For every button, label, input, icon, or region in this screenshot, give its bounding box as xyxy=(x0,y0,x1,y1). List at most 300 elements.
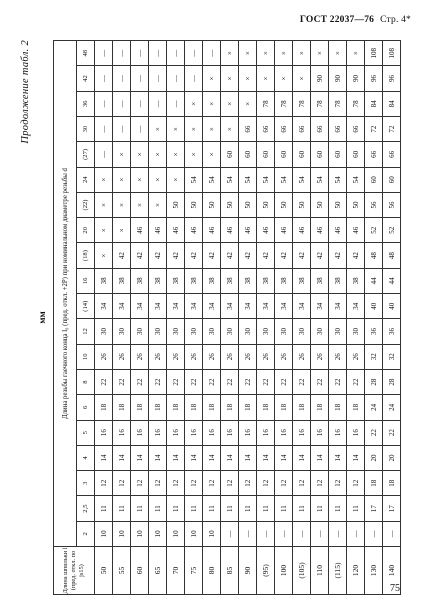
table-row xyxy=(167,41,185,595)
thread-length-cell: 14 xyxy=(185,445,203,470)
thread-length-cell: 11 xyxy=(95,496,113,521)
thread-length-cell: 50 xyxy=(167,192,185,217)
thread-length-cell: 16 xyxy=(149,420,167,445)
thread-length-cell: 34 xyxy=(221,294,239,319)
thread-length-cell: 42 xyxy=(149,243,167,268)
thread-length-cell: 14 xyxy=(239,445,257,470)
diameter-header-cell: 36 xyxy=(77,91,95,116)
thread-length-cell: 10 xyxy=(113,521,131,546)
thread-length-cell: × xyxy=(257,66,275,91)
thread-length-cell: 18 xyxy=(275,395,293,420)
thread-length-cell: 60 xyxy=(257,142,275,167)
length-column-header: Длина шпильки l (пред. откл. по js15) xyxy=(54,547,95,595)
thread-length-cell: 26 xyxy=(113,344,131,369)
thread-length-cell: × xyxy=(257,41,275,66)
thread-length-cell: 18 xyxy=(185,395,203,420)
stud-length-cell: 80 xyxy=(203,547,221,595)
thread-length-cell: × xyxy=(203,91,221,116)
thread-length-cell: 50 xyxy=(221,192,239,217)
thread-length-cell: 16 xyxy=(185,420,203,445)
thread-length-cell: — xyxy=(203,41,221,66)
thread-length-cell: 90 xyxy=(347,66,365,91)
thread-length-cell: 42 xyxy=(239,243,257,268)
thread-length-cell: 12 xyxy=(275,471,293,496)
thread-length-cell: 38 xyxy=(185,268,203,293)
table-row xyxy=(221,41,239,595)
thread-length-cell: 11 xyxy=(203,496,221,521)
thread-length-cell: 30 xyxy=(149,319,167,344)
thread-length-cell: 26 xyxy=(311,344,329,369)
thread-length-cell: — xyxy=(149,41,167,66)
thread-length-cell: 42 xyxy=(113,243,131,268)
thread-length-cell: 46 xyxy=(329,218,347,243)
thread-length-cell: × xyxy=(221,66,239,91)
stud-length-cell: 75 xyxy=(185,547,203,595)
thread-length-header: Длина резьбы гаечного конца l₀ (пред. откл. +2P) при номинальном диаметре резьбы d xyxy=(54,41,77,547)
thread-length-cell: 50 xyxy=(329,192,347,217)
thread-length-cell: 30 xyxy=(329,319,347,344)
thread-length-cell: 50 xyxy=(257,192,275,217)
diameter-header-cell: 24 xyxy=(77,167,95,192)
thread-length-cell: 11 xyxy=(239,496,257,521)
thread-length-cell: 84 xyxy=(383,91,401,116)
thread-length-cell: × xyxy=(113,167,131,192)
thread-length-cell: 108 xyxy=(365,41,383,66)
diameter-header-cell: 42 xyxy=(77,66,95,91)
thread-length-cell: 44 xyxy=(365,268,383,293)
thread-length-cell: 18 xyxy=(347,395,365,420)
thread-length-cell: 22 xyxy=(203,369,221,394)
thread-length-cell: 22 xyxy=(275,369,293,394)
thread-length-cell: 90 xyxy=(329,66,347,91)
thread-length-cell: 54 xyxy=(329,167,347,192)
thread-length-cell: 12 xyxy=(293,471,311,496)
thread-length-cell: 36 xyxy=(383,319,401,344)
thread-length-cell: — xyxy=(131,116,149,141)
thread-length-cell: 16 xyxy=(113,420,131,445)
thread-length-cell: 18 xyxy=(329,395,347,420)
thread-length-cell: 54 xyxy=(347,167,365,192)
thread-length-cell: 26 xyxy=(239,344,257,369)
diameter-header-cell: (18) xyxy=(77,243,95,268)
stud-length-cell: 55 xyxy=(113,547,131,595)
thread-length-cell: 38 xyxy=(257,268,275,293)
stud-length-cell: 140 xyxy=(383,547,401,595)
thread-length-cell: 26 xyxy=(329,344,347,369)
diameter-header-cell: 3 xyxy=(77,471,95,496)
thread-length-cell: 16 xyxy=(257,420,275,445)
thread-length-cell: 96 xyxy=(365,66,383,91)
thread-length-cell: × xyxy=(149,192,167,217)
thread-length-cell: 42 xyxy=(329,243,347,268)
thread-length-cell: 66 xyxy=(329,116,347,141)
thread-length-cell: × xyxy=(149,167,167,192)
thread-length-cell: — xyxy=(185,41,203,66)
thread-length-cell: — xyxy=(329,521,347,546)
thread-length-cell: 46 xyxy=(131,218,149,243)
thread-length-cell: 40 xyxy=(383,294,401,319)
diameter-header-row xyxy=(77,41,95,595)
thread-length-cell: 14 xyxy=(311,445,329,470)
thread-length-cell: 38 xyxy=(113,268,131,293)
thread-length-cell: 12 xyxy=(167,471,185,496)
thread-length-cell: 18 xyxy=(383,471,401,496)
thread-length-cell: × xyxy=(95,243,113,268)
thread-length-cell: × xyxy=(131,192,149,217)
thread-length-cell: 60 xyxy=(275,142,293,167)
thread-length-cell: 32 xyxy=(383,344,401,369)
thread-length-cell: 18 xyxy=(293,395,311,420)
diameter-header-cell: 6 xyxy=(77,395,95,420)
thread-length-cell: 30 xyxy=(131,319,149,344)
thread-length-cell: 16 xyxy=(239,420,257,445)
thread-length-cell: 22 xyxy=(113,369,131,394)
thread-length-cell: 46 xyxy=(185,218,203,243)
thread-length-cell: 60 xyxy=(383,167,401,192)
thread-length-cell: 72 xyxy=(383,116,401,141)
thread-length-cell: 16 xyxy=(347,420,365,445)
stud-length-cell: 70 xyxy=(167,547,185,595)
thread-length-cell: 30 xyxy=(347,319,365,344)
thread-length-cell: 14 xyxy=(203,445,221,470)
thread-length-cell: 54 xyxy=(257,167,275,192)
thread-length-cell: × xyxy=(293,41,311,66)
thread-length-cell: 16 xyxy=(221,420,239,445)
thread-length-cell: 12 xyxy=(221,471,239,496)
thread-length-cell: 66 xyxy=(347,116,365,141)
thread-length-cell: 54 xyxy=(239,167,257,192)
thread-length-cell: 46 xyxy=(203,218,221,243)
thread-length-cell: — xyxy=(275,521,293,546)
thread-length-cell: 11 xyxy=(113,496,131,521)
thread-length-cell: 66 xyxy=(239,116,257,141)
thread-length-cell: × xyxy=(239,91,257,116)
thread-length-cell: 26 xyxy=(293,344,311,369)
thread-length-cell: 26 xyxy=(167,344,185,369)
thread-length-cell: 50 xyxy=(311,192,329,217)
thread-length-cell: 22 xyxy=(347,369,365,394)
thread-length-cell: 22 xyxy=(185,369,203,394)
thread-length-cell: — xyxy=(131,91,149,116)
thread-length-cell: — xyxy=(239,521,257,546)
thread-length-cell: × xyxy=(95,192,113,217)
table-body xyxy=(95,41,401,595)
diameter-header-cell: 48 xyxy=(77,41,95,66)
thread-length-cell: — xyxy=(293,521,311,546)
table-row xyxy=(239,41,257,595)
thread-length-cell: 12 xyxy=(149,471,167,496)
thread-length-cell: 12 xyxy=(131,471,149,496)
thread-length-cell: 38 xyxy=(221,268,239,293)
thread-length-cell: — xyxy=(95,66,113,91)
table-row xyxy=(257,41,275,595)
stud-length-cell: 100 xyxy=(275,547,293,595)
thread-length-cell: 16 xyxy=(329,420,347,445)
page-number: 75 xyxy=(390,583,400,594)
thread-length-cell: 60 xyxy=(329,142,347,167)
thread-length-cell: 14 xyxy=(293,445,311,470)
thread-length-cell: 38 xyxy=(131,268,149,293)
thread-length-cell: 26 xyxy=(347,344,365,369)
thread-length-cell: 12 xyxy=(329,471,347,496)
thread-length-cell: 50 xyxy=(347,192,365,217)
thread-length-cell: — xyxy=(257,521,275,546)
thread-length-cell: 78 xyxy=(257,91,275,116)
thread-length-cell: 18 xyxy=(113,395,131,420)
thread-length-cell: × xyxy=(185,142,203,167)
thread-length-cell: × xyxy=(113,192,131,217)
thread-length-cell: 10 xyxy=(149,521,167,546)
thread-length-cell: 18 xyxy=(221,395,239,420)
thread-length-cell: 10 xyxy=(167,521,185,546)
thread-length-cell: × xyxy=(329,41,347,66)
thread-length-cell: 34 xyxy=(275,294,293,319)
thread-length-cell: 26 xyxy=(275,344,293,369)
thread-length-cell: 18 xyxy=(203,395,221,420)
thread-length-cell: 48 xyxy=(365,243,383,268)
thread-length-cell: 11 xyxy=(293,496,311,521)
thread-length-cell: 52 xyxy=(365,218,383,243)
stud-length-cell: 85 xyxy=(221,547,239,595)
thread-length-cell: 26 xyxy=(257,344,275,369)
thread-length-cell: 66 xyxy=(293,116,311,141)
thread-length-cell: × xyxy=(347,41,365,66)
thread-length-cell: 66 xyxy=(257,116,275,141)
thread-length-cell: 30 xyxy=(203,319,221,344)
thread-length-cell: 17 xyxy=(383,496,401,521)
thread-length-cell: 54 xyxy=(221,167,239,192)
thread-length-cell: 46 xyxy=(311,218,329,243)
thread-length-cell: × xyxy=(275,66,293,91)
thread-length-cell: 30 xyxy=(257,319,275,344)
rotated-table-area xyxy=(20,40,425,595)
diameter-header-cell: 16 xyxy=(77,268,95,293)
thread-length-cell: × xyxy=(203,116,221,141)
thread-length-cell: 42 xyxy=(203,243,221,268)
thread-length-cell: 22 xyxy=(221,369,239,394)
thread-length-cell: × xyxy=(239,66,257,91)
thread-length-cell: 30 xyxy=(275,319,293,344)
thread-length-cell: 14 xyxy=(149,445,167,470)
thread-length-cell: 22 xyxy=(311,369,329,394)
table-row xyxy=(149,41,167,595)
thread-length-cell: 38 xyxy=(311,268,329,293)
thread-length-cell: — xyxy=(113,41,131,66)
thread-length-table xyxy=(53,40,401,595)
thread-length-cell: — xyxy=(383,521,401,546)
thread-length-cell: 16 xyxy=(203,420,221,445)
thread-length-cell: × xyxy=(149,116,167,141)
thread-length-cell: 42 xyxy=(275,243,293,268)
thread-length-cell: 30 xyxy=(185,319,203,344)
thread-length-cell: × xyxy=(185,91,203,116)
thread-length-cell: 38 xyxy=(329,268,347,293)
thread-length-cell: 22 xyxy=(131,369,149,394)
thread-length-cell: 10 xyxy=(131,521,149,546)
thread-length-cell: 78 xyxy=(347,91,365,116)
thread-length-cell: 30 xyxy=(239,319,257,344)
thread-length-cell: 14 xyxy=(131,445,149,470)
thread-length-cell: × xyxy=(167,116,185,141)
thread-length-cell: 42 xyxy=(257,243,275,268)
thread-length-cell: 34 xyxy=(203,294,221,319)
diameter-header-cell: 2,5 xyxy=(77,496,95,521)
thread-length-cell: 90 xyxy=(311,66,329,91)
thread-length-cell: 14 xyxy=(329,445,347,470)
stud-length-cell: 90 xyxy=(239,547,257,595)
thread-length-cell: 12 xyxy=(347,471,365,496)
thread-length-cell: 30 xyxy=(293,319,311,344)
stud-length-cell: 120 xyxy=(347,547,365,595)
thread-length-cell: 30 xyxy=(113,319,131,344)
stud-length-cell: (105) xyxy=(293,547,311,595)
thread-length-cell: × xyxy=(167,167,185,192)
thread-length-cell: 14 xyxy=(221,445,239,470)
thread-length-cell: 28 xyxy=(383,369,401,394)
page-header xyxy=(300,15,411,25)
thread-length-cell: 16 xyxy=(131,420,149,445)
thread-length-cell: 60 xyxy=(365,167,383,192)
thread-length-cell: 17 xyxy=(365,496,383,521)
thread-length-cell: 16 xyxy=(275,420,293,445)
thread-length-cell: 34 xyxy=(329,294,347,319)
thread-length-cell: 14 xyxy=(257,445,275,470)
thread-length-cell: 56 xyxy=(383,192,401,217)
thread-length-cell: 11 xyxy=(275,496,293,521)
thread-length-cell: 66 xyxy=(275,116,293,141)
thread-length-cell: 16 xyxy=(311,420,329,445)
thread-length-cell: — xyxy=(113,116,131,141)
thread-length-cell: — xyxy=(185,66,203,91)
thread-length-cell: 26 xyxy=(221,344,239,369)
thread-length-cell: 50 xyxy=(203,192,221,217)
thread-length-cell: 34 xyxy=(149,294,167,319)
thread-length-cell: 11 xyxy=(311,496,329,521)
diameter-header-cell: 10 xyxy=(77,344,95,369)
diameter-header-cell: (14) xyxy=(77,294,95,319)
thread-length-cell: — xyxy=(167,66,185,91)
thread-length-cell: 26 xyxy=(203,344,221,369)
thread-length-cell: 34 xyxy=(293,294,311,319)
thread-length-cell: 18 xyxy=(167,395,185,420)
thread-length-cell: 66 xyxy=(365,142,383,167)
thread-length-cell: — xyxy=(131,66,149,91)
thread-length-cell: 18 xyxy=(149,395,167,420)
thread-length-cell: 11 xyxy=(149,496,167,521)
thread-length-cell: 52 xyxy=(383,218,401,243)
thread-length-cell: 22 xyxy=(383,420,401,445)
thread-length-cell: — xyxy=(221,521,239,546)
thread-length-cell: 16 xyxy=(167,420,185,445)
diameter-header-cell: 5 xyxy=(77,420,95,445)
thread-length-cell: 46 xyxy=(275,218,293,243)
thread-length-cell: 14 xyxy=(167,445,185,470)
thread-length-cell: 30 xyxy=(311,319,329,344)
thread-length-cell: — xyxy=(347,521,365,546)
diameter-header-cell: 2 xyxy=(77,521,95,546)
thread-length-cell: 11 xyxy=(329,496,347,521)
stud-length-cell: 130 xyxy=(365,547,383,595)
table-row xyxy=(185,41,203,595)
diameter-header-cell: 4 xyxy=(77,445,95,470)
thread-length-cell: 18 xyxy=(365,471,383,496)
thread-length-cell: 50 xyxy=(185,192,203,217)
thread-length-cell: — xyxy=(167,41,185,66)
thread-length-cell: 34 xyxy=(167,294,185,319)
thread-length-cell: 10 xyxy=(95,521,113,546)
thread-length-cell: × xyxy=(221,91,239,116)
thread-length-cell: 42 xyxy=(131,243,149,268)
thread-length-cell: 34 xyxy=(131,294,149,319)
thread-length-cell: 26 xyxy=(185,344,203,369)
thread-length-cell: × xyxy=(131,142,149,167)
thread-length-cell: × xyxy=(311,41,329,66)
thread-length-cell: 12 xyxy=(311,471,329,496)
thread-length-cell: — xyxy=(311,521,329,546)
thread-length-cell: 18 xyxy=(257,395,275,420)
thread-length-cell: × xyxy=(185,116,203,141)
thread-length-cell: 26 xyxy=(131,344,149,369)
thread-length-cell: 12 xyxy=(257,471,275,496)
thread-length-cell: 34 xyxy=(311,294,329,319)
thread-length-cell: × xyxy=(167,142,185,167)
table-row xyxy=(113,41,131,595)
thread-length-cell: 22 xyxy=(149,369,167,394)
thread-length-cell: 42 xyxy=(311,243,329,268)
diameter-header-cell: 8 xyxy=(77,369,95,394)
thread-length-cell: 54 xyxy=(275,167,293,192)
thread-length-cell: 78 xyxy=(275,91,293,116)
table-row xyxy=(383,41,401,595)
thread-length-cell: 16 xyxy=(293,420,311,445)
thread-length-cell: 46 xyxy=(221,218,239,243)
thread-length-cell: 18 xyxy=(239,395,257,420)
thread-length-cell: 50 xyxy=(275,192,293,217)
thread-length-cell: 72 xyxy=(365,116,383,141)
thread-length-cell: 34 xyxy=(113,294,131,319)
thread-length-cell: 38 xyxy=(239,268,257,293)
thread-length-cell: 36 xyxy=(365,319,383,344)
thread-length-cell: 78 xyxy=(293,91,311,116)
thread-length-cell: 22 xyxy=(293,369,311,394)
thread-length-cell: 50 xyxy=(239,192,257,217)
thread-length-cell: × xyxy=(293,66,311,91)
thread-length-cell: 12 xyxy=(113,471,131,496)
thread-length-cell: 66 xyxy=(383,142,401,167)
thread-length-cell: × xyxy=(221,41,239,66)
stud-length-cell: (95) xyxy=(257,547,275,595)
thread-length-cell: 11 xyxy=(167,496,185,521)
thread-length-cell: 66 xyxy=(311,116,329,141)
table-row xyxy=(95,41,113,595)
thread-length-cell: — xyxy=(113,91,131,116)
stud-length-cell: 60 xyxy=(131,547,149,595)
thread-length-cell: — xyxy=(149,66,167,91)
thread-length-cell: 60 xyxy=(311,142,329,167)
thread-length-cell: — xyxy=(95,41,113,66)
thread-length-cell: 16 xyxy=(95,420,113,445)
diameter-header-cell: (22) xyxy=(77,192,95,217)
thread-length-cell: 46 xyxy=(293,218,311,243)
standard-code: ГОСТ 22037—76 xyxy=(299,15,375,25)
thread-length-cell: 11 xyxy=(221,496,239,521)
thread-length-cell: 96 xyxy=(383,66,401,91)
thread-length-cell: 12 xyxy=(95,471,113,496)
thread-length-cell: — xyxy=(95,116,113,141)
thread-length-cell: 24 xyxy=(383,395,401,420)
thread-length-cell: 34 xyxy=(347,294,365,319)
thread-length-cell: 18 xyxy=(311,395,329,420)
